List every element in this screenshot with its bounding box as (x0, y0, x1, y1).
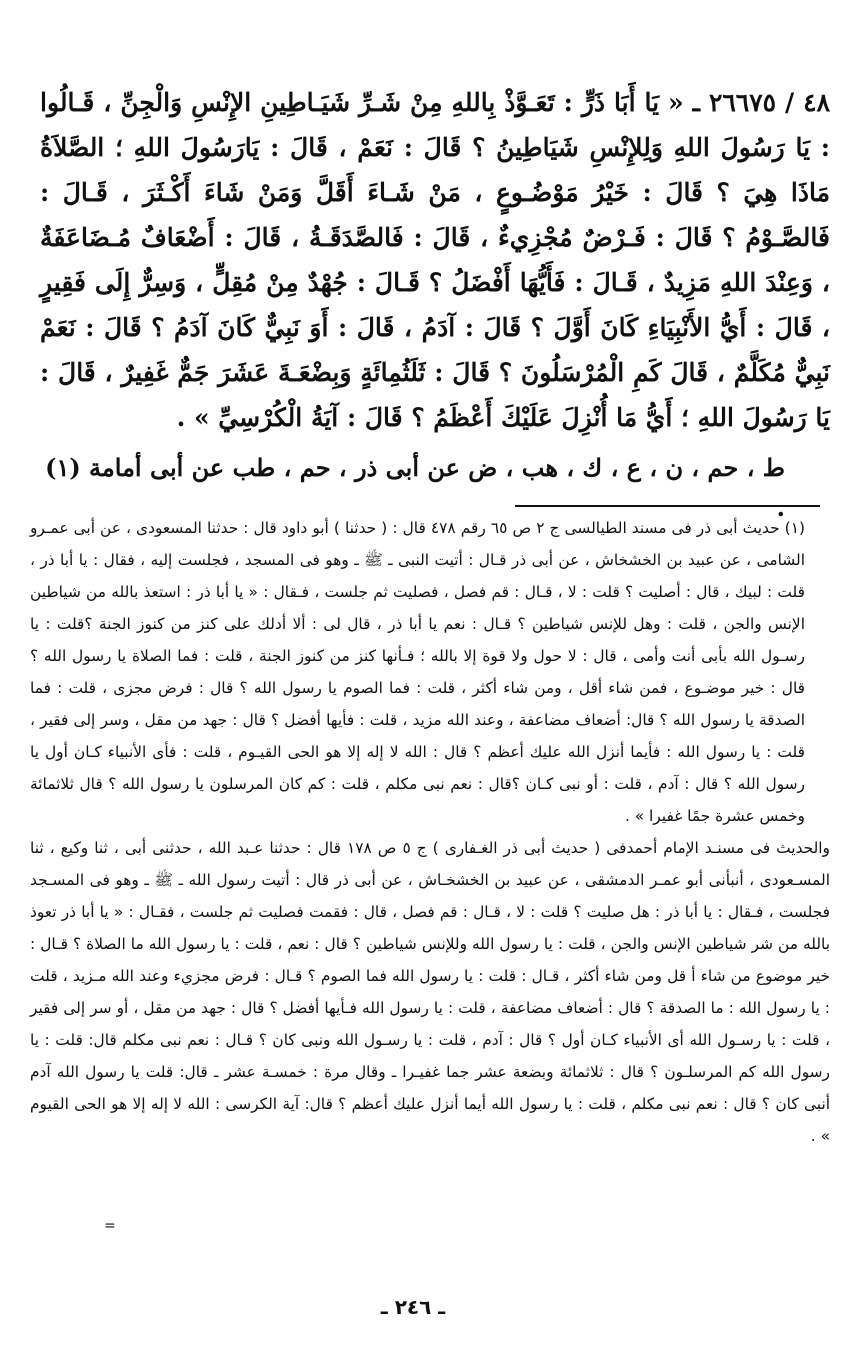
footnote-separator (515, 505, 820, 507)
footnote-second: والحديث فى مسنـد الإمام أحمدفى ( حديث أبى ذر الغـفارى ) ج ٥ ص ١٧٨ قال : حدثنا عـبد الله ، حدثنى أبى ، ثنا وكيع ، ثنا المسـعودى ، أنبأنى أبو عمـر الدمشقى ، عن عبيد بن الخشخـاش ، عن أبى ذر قال : أتيت رسول الله ـ ﷺ ـ وهو فى المسـجد فجلست ، فـقال : يا أبا ذر : هل صليت ؟ قلت : لا ، قـال : قم فصل ، قال : فقمت فصليت ثم جلست ، فقـال : « يا أبا ذر تعوذ بالله من شر شياطين الإنس والجن ، قلت : يا رسول الله وللإنس شياطين ؟ قال : نعم ، قلت : يا رسول الله ما الصلاة ؟ قـال : خير موضوع من شاء أ قل ومن شاء أكثر ، قـال : قلت : يا رسول الله فما الصوم ؟ قـال : فرض مجزيء وعند الله مـزيد ، قلت : يا رسول الله : ما الصدقة ؟ قال : أضعاف مضاعفة ، قلت : يا رسول الله فـأيها أفضل ؟ قال : جهد من مقل ، أو سر إلى فقير ، قلت : يا رسـول الله أى الأنبياء كـان أول ؟ قال : آدم ، قلت : يا رسـول الله ونبى كان ؟ قـال : نعم نبى مكلم قال: قلت : يا رسول الله كم المرسلـون ؟ قال : ثلاثمائة وبضعة عشر جما غفيـرا ـ وقال مرة : خمسـة عشر ـ قال: قلت يا رسول الله آدم أنبى كان ؟ قال : نعم نبى مكلم ، قلت : يا رسول الله أيما أنزل عليك أعظم ؟ قال: آية الكرسى : الله لا إله إلا هو الحى القيوم » . (30, 839, 830, 1145)
page-number: ـ ٢٤٦ ـ (380, 1295, 446, 1319)
footnotes (30, 512, 830, 1152)
hadith-block (40, 80, 830, 440)
continuation-mark: = (104, 1218, 116, 1234)
footnote-first: (١) حديث أبى ذر فى مسند الطيالسى ج ٢ ص ٦٥ رقم ٤٧٨ قال : ( حدثنا ) أبو داود قال : حدثنا المسعودى ، عن أبى عمـرو الشامى ، عن عبيد بن الخشخاش ، عن أبى ذر قـال : أتيت النبى ـ ﷺ ـ وهو فى المسجد ، فجلست إليه ، فقال : يا أبا ذر ، قلت : لبيك ، قال : أصليت ؟ قلت : لا ، قـال : قم فصل ، فصليت ثم جلست ، فـقال : « يا أبا ذر : استعذ بالله من شياطين الإنس والجن ، قلت : وهل للإنس شياطين ؟ قـال : نعم يا أبا ذر ، قال لى : ألا أدلك على كنز من كنوز الجنة ؟قلت : يا رسـول الله بأبى أنت وأمى ، قال : لا حول ولا قوة إلا بالله ؛ فـأنها كنز من كنوز الجنة ، قلت : فما الصلاة يا رسول الله ؟ قال : خير موضـوع ، فمن شاء أقل ، ومن شاء أكثر ، قلت : فما الصوم يا رسول الله ؟ قال : فرض مجزى ، قلت : فما الصدقة يا رسول الله ؟ قال: أضعاف مضاعفة ، وعند الله مزيد ، قلت : فأيها أفضل ؟ قال : جهد من مقل ، وسر إلى فقير ، قلت : يا رسول الله : فأيما أنزل الله عليك أعظم ؟ قال : الله لا إله إلا هو الحى القيـوم ، قلت : فأى الأنبياء كـان أول يا رسول الله ؟ قال : آدم ، قلت : أو نبى كـان ؟قال : نعم نبى مكلم ، قلت : كم كان المرسلون يا رسول الله ؟ قال ثلاثمائة وخمس عشرة جمًا غفيرا » . (30, 519, 805, 825)
hadith-sources: ط ، حم ، ن ، ع ، ك ، هب ، ض عن أبى ذر ، حم ، طب عن أبى أمامة (١) . (45, 453, 785, 522)
hadith-text: ٤٨ / ٢٦٦٧٥ ـ « يَا أَبَا ذَرٍّ : تَعَـوَّذْ بِاللهِ مِنْ شَـرِّ شَيَـاطِينِ الإِنْسِ وَالْجِنِّ ، قَـالُوا : يَا رَسُولَ اللهِ وَلِلإِنْسِ شَيَاطِينُ ؟ قَالَ : نَعَمْ ، قَالَ : يَارَسُولَ اللهِ ؛ الصَّلاَةُ مَاذَا هِيَ ؟ قَالَ : خَيْرُ مَوْضُـوعٍ ، مَنْ شَـاءَ أَقَلَّ وَمَنْ شَاءَ أَكْـثَرَ ، قَـالَ : فَالصَّـوْمُ ؟ قَالَ : فَـرْضٌ مُجْزِيءٌ ، قَالَ : فَالصَّدَقَـةُ ، قَالَ : أَضْعَافٌ مُـضَاعَفَةٌ ، وَعِنْدَ اللهِ مَزِيدٌ ، قَـالَ : فَأَيُّهَا أَفْضَلُ ؟ قَـالَ : جُهْدٌ مِنْ مُقِلٍّ ، وَسِرٌّ إِلَى فَقِيرٍ ، قَالَ : أَيُّ الأَنْبِيَاءِ كَانَ أَوَّلَ ؟ قَالَ : آدَمُ ، قَالَ : أَوَ نَبِيٌّ كَانَ آدَمُ ؟ قَالَ : نَعَمْ نَبِيٌّ مُكَلَّمٌ ، قَالَ كَمِ الْمُرْسَلُونَ ؟ قَالَ : ثَلَثُمِائَةٍ وَبِضْعَـةَ عَشَرَ جَمٌّ غَفِيرٌ ، قَالَ : يَا رَسُولَ اللهِ ؛ أَيُّ مَا أُنْزِلَ عَلَيْكَ أَعْظَمُ ؟ قَالَ : آيَةُ الْكُرْسِيِّ » . (40, 88, 831, 432)
